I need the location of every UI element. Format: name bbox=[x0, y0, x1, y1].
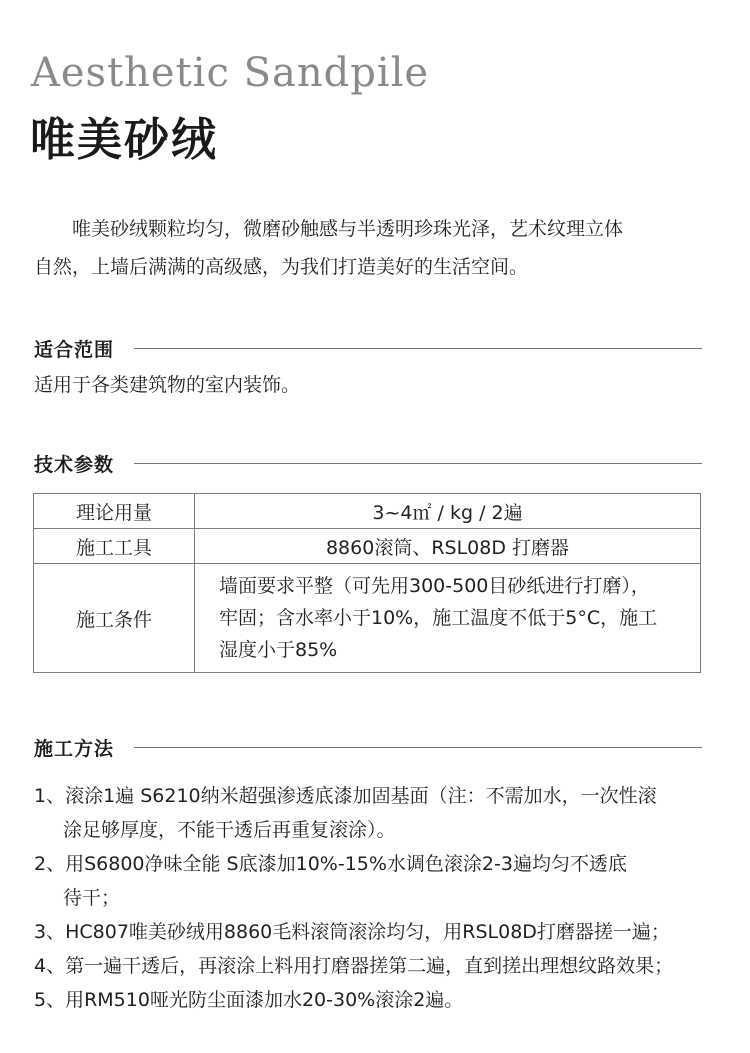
english-title: Aesthetic Sandpile bbox=[31, 50, 430, 96]
param-key: 施工条件 bbox=[34, 564, 195, 673]
scope-section-header bbox=[34, 333, 702, 363]
param-key: 施工工具 bbox=[34, 529, 195, 564]
step-line: 涂足够厚度，不能干透后再重复滚涂）。 bbox=[63, 819, 396, 841]
intro-line-1: 唯美砂绒颗粒均匀，微磨砂触感与半透明珍珠光泽，艺术纹理立体 bbox=[72, 218, 624, 240]
condition-line: 墙面要求平整（可先用300-500目砂纸进行打磨）， bbox=[219, 575, 650, 597]
param-key: 理论用量 bbox=[34, 494, 195, 529]
method-steps bbox=[34, 779, 724, 1017]
tech-section-header bbox=[34, 448, 702, 478]
list-item bbox=[34, 779, 724, 847]
list-item bbox=[34, 847, 724, 915]
scope-text: 适用于各类建筑物的室内装饰。 bbox=[34, 374, 301, 396]
tech-heading: 技术参数 bbox=[34, 453, 115, 476]
method-section-header bbox=[34, 732, 702, 762]
step-line: 4、第一遍干透后，再滚涂上料用打磨器搓第二遍，直到搓出理想纹路效果； bbox=[34, 955, 674, 977]
intro-line-2: 自然，上墙后满满的高级感，为我们打造美好的生活空间。 bbox=[34, 256, 529, 278]
param-value bbox=[195, 564, 701, 673]
list-item bbox=[34, 949, 724, 983]
step-line: 5、用RM510哑光防尘面漆加水20-30%滚涂2遍。 bbox=[34, 989, 464, 1011]
param-value: 3~4㎡ / kg / 2遍 bbox=[195, 494, 701, 529]
table-row bbox=[34, 564, 701, 673]
step-line: 3、HC807唯美砂绒用8860毛料滚筒滚涂均匀，用RSL08D打磨器搓一遍； bbox=[34, 921, 670, 943]
tech-params-table bbox=[33, 493, 701, 673]
scope-heading: 适合范围 bbox=[34, 338, 115, 361]
condition-line: 湿度小于85% bbox=[219, 639, 338, 661]
page-title: 唯美砂绒 bbox=[30, 113, 219, 166]
table-row bbox=[34, 494, 701, 529]
condition-line: 牢固；含水率小于10%，施工温度不低于5°C，施工 bbox=[219, 607, 658, 629]
table-row bbox=[34, 529, 701, 564]
step-line: 待干； bbox=[63, 887, 121, 909]
step-line: 2、用S6800净味全能 S底漆加10%-15%水调色滚涂2-3遍均匀不透底 bbox=[34, 853, 627, 875]
param-value: 8860滚筒、RSL08D 打磨器 bbox=[195, 529, 701, 564]
tech-divider bbox=[134, 463, 702, 464]
list-item bbox=[34, 915, 724, 949]
list-item bbox=[34, 983, 724, 1017]
scope-divider bbox=[134, 348, 702, 349]
method-heading: 施工方法 bbox=[34, 737, 115, 760]
step-line: 1、滚涂1遍 S6210纳米超强渗透底漆加固基面（注：不需加水，一次性滚 bbox=[34, 785, 657, 807]
method-divider bbox=[134, 747, 702, 748]
intro-paragraph bbox=[34, 210, 704, 286]
